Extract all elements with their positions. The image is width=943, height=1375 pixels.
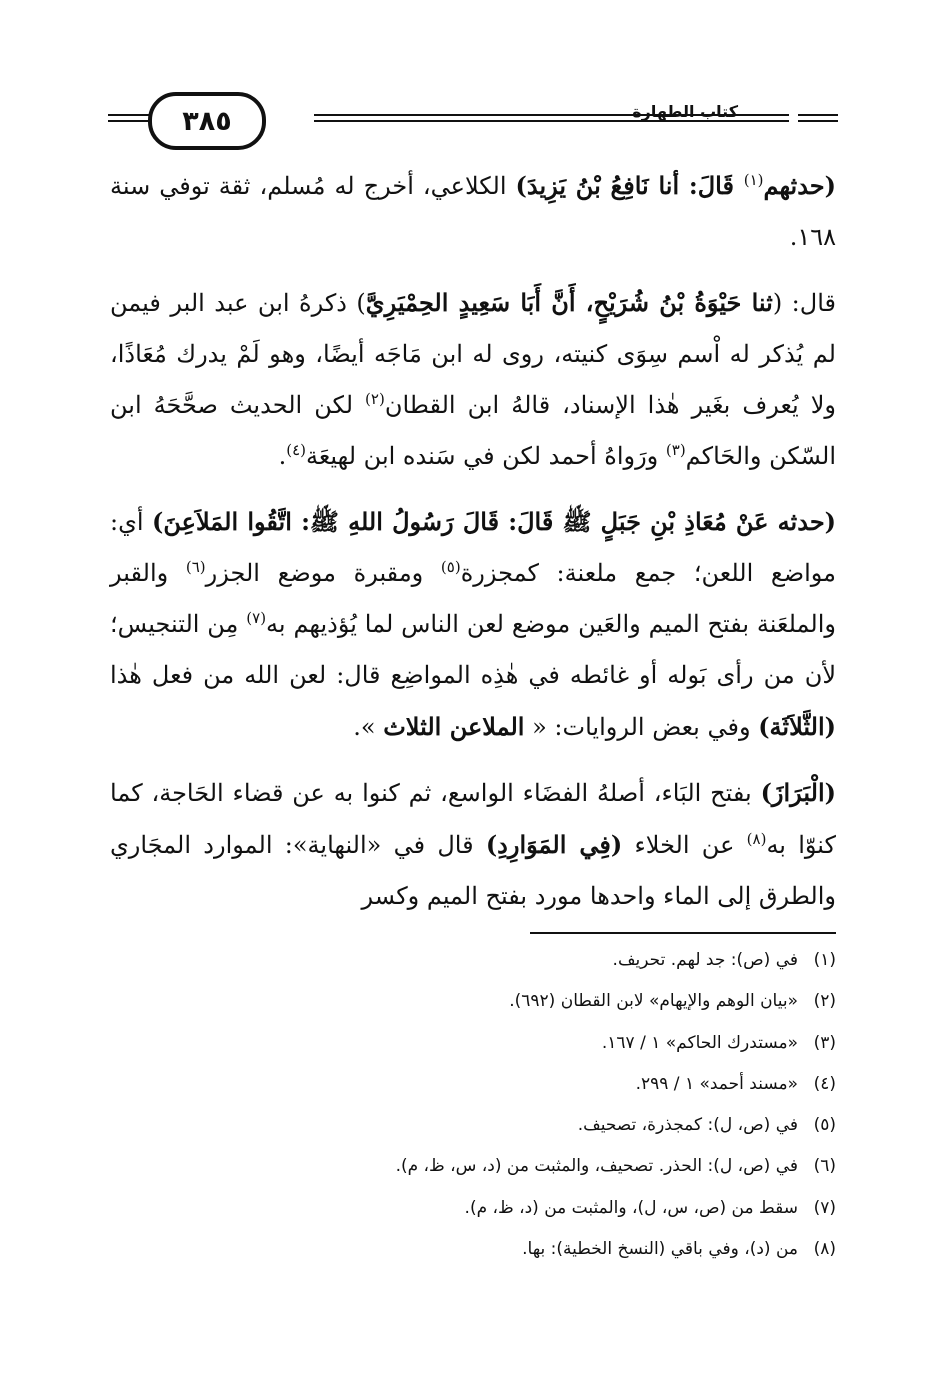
footnote-ref: (٦) — [185, 558, 206, 576]
commentary-text: ) ذكرهُ ابن عبد البر فيمن لم يُذكر له اْسم سِوَى كنيته، روى له ابن مَاجَه أيضًا، وهو لَمْ يدرك مُعَاذًا، ولا يُعرف بغَير هٰذا الإسناد، قالهُ ابن القطان — [110, 289, 836, 419]
quoted-text: قَالَ: أنا نَافِعُ بْنُ يَزِيدَ) — [515, 171, 744, 200]
footnote-ref: (٣) — [665, 441, 686, 459]
footnote-ref: (٢) — [365, 390, 385, 408]
footnote-item — [200, 1105, 836, 1146]
footnote-text: «مستدرك الحاكم» ١ / ١٦٧. — [601, 1032, 798, 1053]
footnote-text: من (د)، وفي باقي (النسخ الخطية): بها. — [522, 1239, 798, 1260]
commentary-text: ». — [353, 713, 384, 741]
footnotes — [200, 940, 836, 1270]
footnote-text: في (ص، ل): الحذر. تصحيف، والمثبت من (د، س، ظ، م). — [395, 1156, 798, 1177]
footnote-ref: (٨) — [746, 830, 767, 848]
paragraph-3 — [110, 496, 836, 753]
footnote-ref: (٧) — [246, 609, 267, 627]
footnote-text: «مسند أحمد» ١ / ٢٩٩. — [635, 1073, 798, 1094]
footnote-ref: (٤) — [286, 441, 306, 459]
footnote-ref: (١) — [743, 171, 764, 189]
quoted-text: (حدثه عَنْ مُعَاذِ بْنِ جَبَلٍ ﷺ قَالَ: قَالَ رَسُولُ اللهِ ﷺ: اتَّقُوا المَلاَعِنَ) — [152, 507, 837, 536]
footnote-number: (٣) — [813, 1032, 836, 1053]
footnote-item — [200, 981, 836, 1022]
quoted-text: (الثَّلاَثَة) — [758, 712, 836, 741]
quoted-text: (فِي المَوَارِدِ) — [485, 830, 623, 859]
footnote-number: (٤) — [813, 1073, 836, 1094]
footnote-number: (٨) — [813, 1239, 836, 1260]
footnote-number: (٥) — [813, 1115, 836, 1136]
footnote-item — [200, 940, 836, 981]
paragraph-4 — [110, 767, 836, 922]
book-title: كتاب الطهارة — [632, 102, 738, 121]
commentary-text: الكلاعي، أخرج له مُسلم، ثقة توفي سنة ١٦٨. — [110, 172, 836, 251]
commentary-text: مِن التنجيس؛ لأن من رأى بَوله أو غائطه في هٰذِه المواضِع قال: لعن الله من فعل هٰذا — [110, 610, 837, 689]
commentary-text: لكن الحديث صحَّحَهُ ابن السّكن والحَاكم — [110, 391, 836, 470]
footnote-number: (٢) — [813, 991, 836, 1012]
quoted-text: الملاعن الثلاث — [383, 712, 525, 741]
header-rule — [798, 120, 838, 122]
commentary-text: بفتح البَاء، أصلهُ الفضَاء الواسع، ثم كنوا به عن قضاء الحَاجة، كما كنوّا به — [110, 779, 836, 859]
main-text — [110, 160, 836, 936]
commentary-text: أي: مواضع اللعن؛ جمع ملعنة: كمجزرة — [110, 508, 837, 587]
footnote-ref: (٥) — [440, 558, 461, 576]
paragraph-2 — [110, 277, 836, 482]
footnote-item — [200, 1064, 836, 1105]
footnote-text: في (ص): جد لهم. تحريف. — [612, 950, 798, 970]
commentary-text: والقبر والملعَنة بفتح الميم والعَين موضع لعن الناس لما يُؤذيهم به — [110, 559, 837, 638]
footnote-text: «بيان الوهم والإيهام» لابن القطان (٦٩٢). — [509, 991, 798, 1012]
footnote-separator — [530, 932, 836, 934]
commentary-text: قال: ( — [772, 289, 836, 317]
footnote-text: سقط من (ص، س، ل)، والمثبت من (د، ظ، م). — [464, 1197, 798, 1218]
commentary-text: . — [278, 442, 287, 470]
page-header — [108, 92, 838, 148]
footnote-item — [200, 1146, 836, 1187]
page-number: ٣٨٥ — [182, 105, 232, 137]
commentary-text: ورَواهُ أحمد لكن في سَنده ابن لهيعَة — [305, 442, 666, 470]
commentary-text: عن الخلاء — [622, 831, 747, 859]
footnote-item — [200, 1188, 836, 1229]
paragraph-1 — [110, 160, 836, 263]
quoted-text: ثنا حَيْوَةُ بْنُ شُرَيْحٍ، أَنَّ أَبَا سَعِيدٍ الحِمْيَرِيَّ — [365, 288, 773, 317]
commentary-text: وفي بعض الروايات: « — [524, 713, 759, 741]
footnote-item — [200, 1229, 836, 1270]
commentary-text: ومقبرة موضع الجزر — [205, 559, 441, 587]
footnote-item — [200, 1023, 836, 1064]
quoted-text: (حدثهم — [763, 171, 836, 200]
footnote-number: (٦) — [813, 1156, 836, 1177]
footnote-number: (١) — [813, 950, 836, 970]
commentary-text: قال في «النهاية»: الموارد المجَاري والطرق إلى الماء واحدها مورد بفتح الميم وكسر — [110, 831, 836, 910]
footnote-text: في (ص، ل): كمجذرة، تصحيف. — [577, 1115, 798, 1136]
page-number-badge — [148, 92, 266, 150]
footnote-number: (٧) — [813, 1197, 836, 1218]
quoted-text: (الْبَرَازَ) — [760, 778, 836, 807]
header-rule — [798, 114, 838, 116]
